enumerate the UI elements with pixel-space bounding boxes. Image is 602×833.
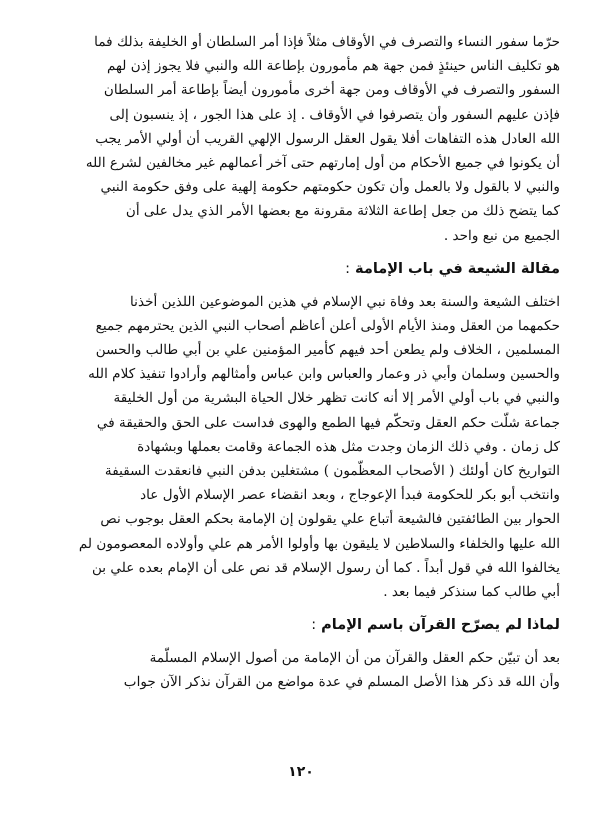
- text-line: كل زمان . وفي ذلك الزمان وجدت مثل هذه الجماعة وقامت بعملها وبشهادة: [137, 438, 560, 455]
- text-line: السفور والتصرف في الأوقاف ومن جهة أخرى مأمورون أيضاً بإطاعة أمر السلطان: [103, 82, 560, 99]
- text-line: حكمهما من العقل ومنذ الأيام الأولى أعلن أعاظم أصحاب النبي الذين يحترمهم جميع: [95, 317, 560, 334]
- text-line: الله عليها والخلفاء والسلاطين لا يليقون بها وأولوا الأمر هم علي وأولاده المعصومون لم: [78, 535, 560, 552]
- text-line: التواريخ كان أولئك ( الأصحاب المعظّمون ) مشتغلين بدفن النبي فانعقدت السقيفة: [104, 463, 560, 479]
- text-line: الله العادل هذه التفاهات أفلا يقول العقل الرسول الإلهي القريب أن أولي الأمر يجب: [95, 130, 560, 147]
- text-line: كما يتضح ذلك من جعل إطاعة الثلاثة مقرونة مع بعضها الأمر الذي يدل على أن: [125, 203, 560, 220]
- section-heading-colon: :: [311, 617, 317, 634]
- section-heading: [42, 254, 560, 284]
- text-line: اختلف الشيعة والسنة بعد وفاة نبي الإسلام في هذين الموضوعين اللذين أخذنا: [130, 293, 560, 310]
- paragraph-1: [42, 30, 560, 248]
- text-line: والنبي لا بالقول ولا بالعمل وأن تكون حكومتهم حكومة إلهية على وفق حكومة النبي: [100, 179, 560, 196]
- text-line: والنبي في باب أولي الأمر إلا أنه كانت تظهر خلال الحياة البشرية من أول الخليقة: [113, 390, 560, 407]
- text-line: وانتخب أبو بكر للحكومة فبدأ الإعوجاج ، وبعد انقضاء عصر الإسلام الأول عاد: [140, 487, 560, 504]
- section-heading-text: مقالة الشيعة في باب الإمامة: [355, 260, 560, 277]
- page-number: ١٢٠: [288, 764, 314, 780]
- text-line: جماعة شلّت حكم العقل وتحكّم فيها الطمع والهوى فداست على الحق والحقيقة في: [96, 414, 560, 431]
- text-line: الحوار بين الطائفتين فالشيعة أتباع علي يقولون إن الإمامة بحكم العقل بوجوب نص: [100, 511, 560, 528]
- text-line: هو تكليف الناس حينئذٍ فمن جهة هم مأمورون بإطاعة الله والنبي فلا يجوز إذن لهم: [106, 58, 560, 75]
- text-line: حرّما سفور النساء والتصرف في الأوقاف مثلاً فإذا أمر السلطان أو الخليفة بذلك فما: [94, 34, 560, 50]
- text-line: المسلمين ، الخلاف ولم يطعن أحد فيهم كأمير المؤمنين علي بن أبي طالب والحسن: [95, 342, 560, 359]
- section-heading: [42, 610, 560, 640]
- paragraph-2: [42, 290, 560, 604]
- book-page: [42, 30, 560, 695]
- text-line: الجميع من نبع واحد .: [443, 227, 560, 244]
- text-line: وأن الله قد ذكر هذا الأصل المسلم في عدة مواضع من القرآن نذكر الآن جواب: [123, 674, 560, 691]
- section-heading-text: لماذا لم يصرّح القرآن باسم الإمام: [321, 617, 560, 634]
- section-heading-colon: :: [345, 260, 350, 277]
- text-line: فإذن عليهم السفور وأن يتصرفوا في الأوقاف . إذ على هذا الجور ، إذ ينسبون إلى: [109, 106, 560, 123]
- text-line: أن يكونوا في جميع الأحكام من أول إمارتهم حتى آخر أعمالهم غير مخالفين لشرع الله: [85, 154, 560, 171]
- text-line: يخالفوا الله في قول أبداً . كما أن رسول الإسلام قد نص على أن الإمام بعده علي بن: [91, 559, 560, 576]
- paragraph-3: [42, 646, 560, 694]
- text-line: أبي طالب كما سنذكر فيما بعد .: [383, 583, 560, 600]
- text-line: والحسين وسلمان وأبي ذر وعمار والعباس وابن عباس وأمثالهم وأرادوا تنفيذ كلام الله: [88, 366, 560, 383]
- text-line: بعد أن تبيّن حكم العقل والقرآن من أن الإمامة من أصول الإسلام المسلّمة: [149, 650, 560, 667]
